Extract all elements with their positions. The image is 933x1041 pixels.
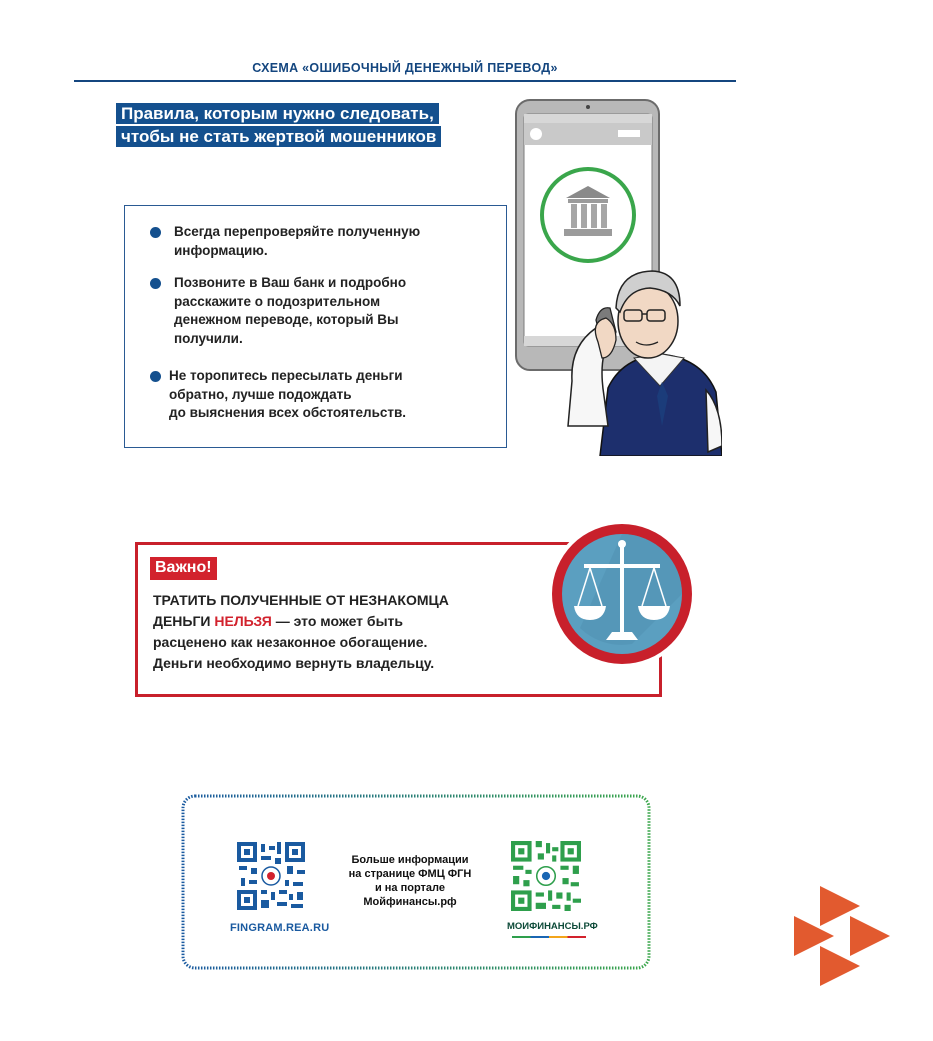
qr-info-line: Мойфинансы.рф [363,896,457,908]
qr-info-line: и на портале [374,882,446,894]
important-line-prefix: ДЕНЬГИ [153,613,215,629]
tip-line: Всегда перепроверяйте полученную [174,224,421,239]
bullet-icon [150,371,161,382]
important-badge: Важно! [150,557,217,580]
important-line: ТРАТИТЬ ПОЛУЧЕННЫЕ ОТ НЕЗНАКОМЦА [153,592,449,608]
important-line: расценено как незаконное обогащение. [153,634,428,650]
rules-title [116,102,494,148]
tip-item [169,367,499,423]
phone-man-illustration [512,96,722,456]
important-text [153,590,573,674]
moifinansy-qr-code[interactable] [511,841,581,911]
tip-line: обратно, лучше подождать [169,386,352,402]
tip-line: Не торопитесь пересылать деньги [169,368,403,383]
justice-scales-icon [546,518,698,670]
tip-item [174,223,494,260]
tip-line: получили. [174,330,243,346]
bullet-icon [150,227,161,238]
important-line-suffix: — это может быть [271,613,403,629]
qr-info-line: на странице ФМЦ ФГН [348,868,472,880]
rules-title-line1: Правила, которым нужно следовать, [116,103,439,124]
fingram-caption: FINGRAM.REA.RU [230,922,330,934]
brand-logo-icon [790,882,894,990]
tip-line: денежном переводе, который Вы [174,312,399,327]
fingram-qr-code[interactable] [237,842,305,910]
qr-info-line: Больше информации [351,854,469,866]
rules-title-line2: чтобы не стать жертвой мошенников [116,126,441,147]
important-line: Деньги необходимо вернуть владельцу. [153,655,435,671]
forbidden-highlight: НЕЛЬЗЯ [214,613,272,629]
header-divider [74,80,736,82]
tip-line: Позвоните в Ваш банк и подробно [174,275,407,290]
qr-info-text [330,853,490,909]
tip-line: расскажите о подозрительном [174,293,381,309]
tips-box [124,205,507,448]
moifinansy-caption: МОИФИНАНСЫ.РФ [507,921,598,932]
important-line [153,611,573,632]
tip-item [174,274,494,348]
page-header-title: СХЕМА «ОШИБОЧНЫЙ ДЕНЕЖНЫЙ ПЕРЕВОД» [252,61,558,75]
tip-line: до выяснения всех обстоятельств. [169,405,407,420]
tip-line: информацию. [174,242,268,258]
moifinansy-color-bar [512,936,586,938]
bullet-icon [150,278,161,289]
